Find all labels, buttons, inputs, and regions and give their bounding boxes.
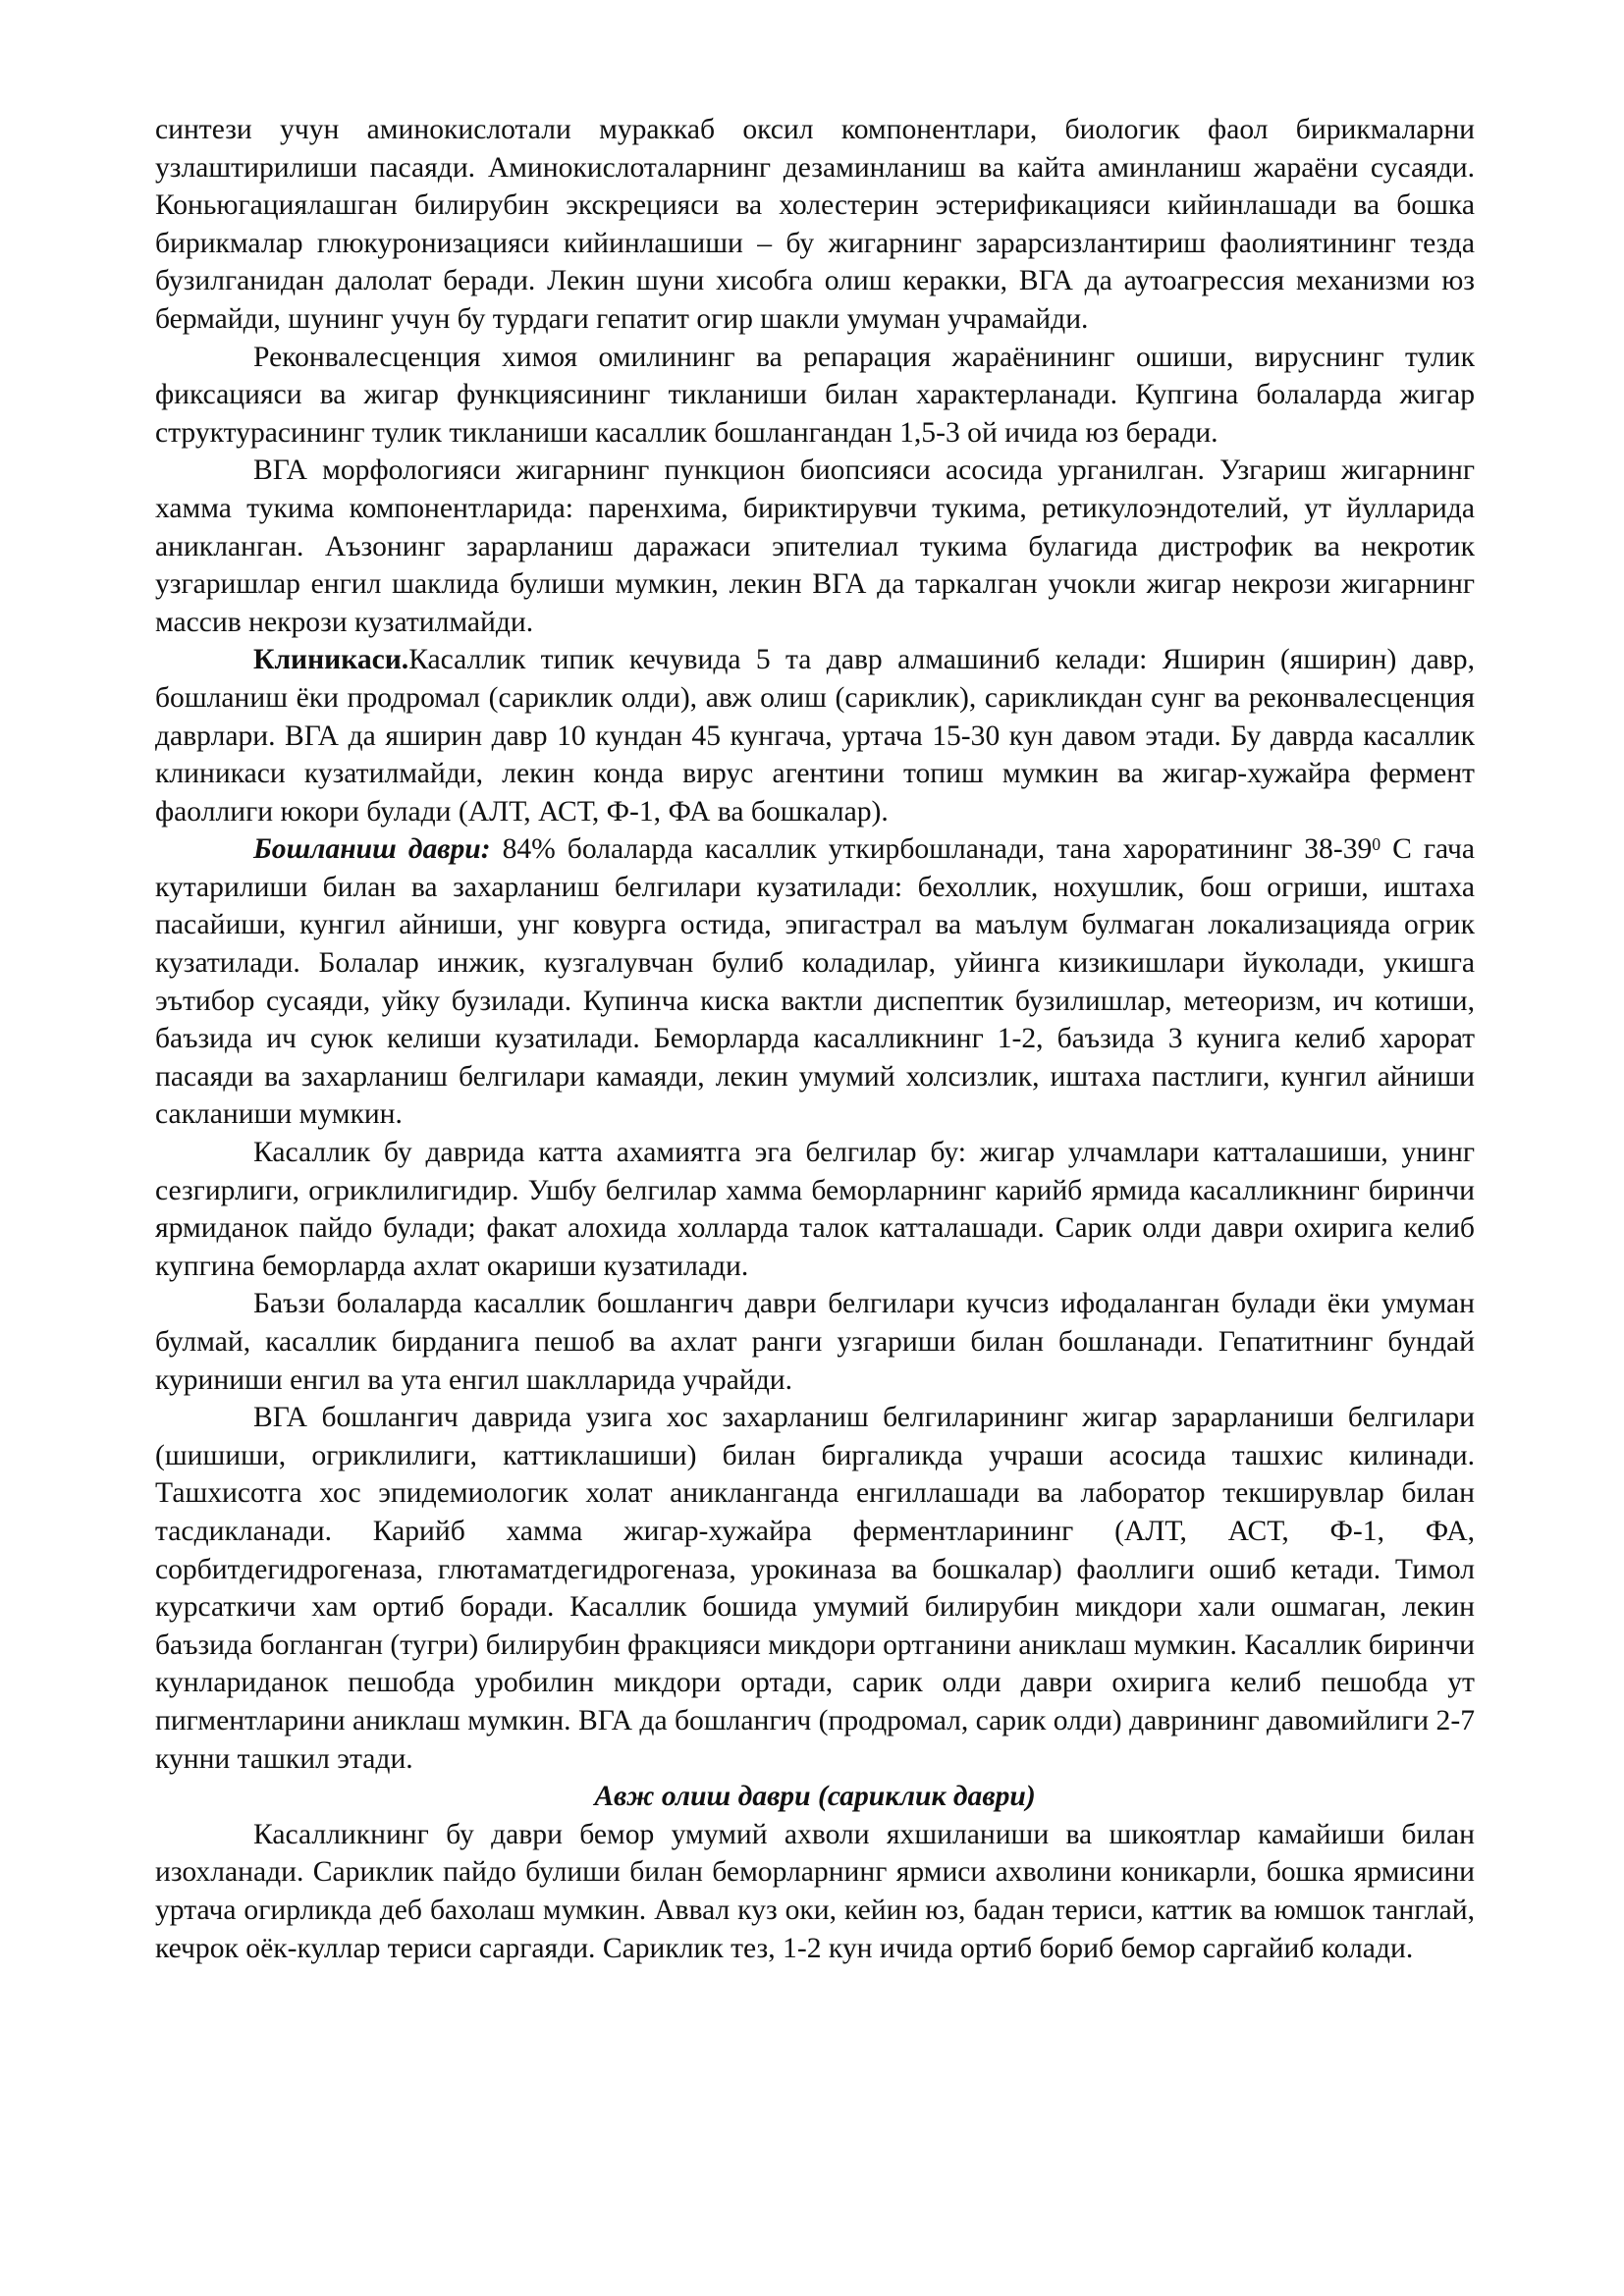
- paragraph-4: [155, 641, 1475, 830]
- document-page: [155, 111, 1475, 1967]
- paragraph-3: ВГА морфологияси жигарнинг пункцион биопсияси асосида урганилган. Узгариш жигарнинг хамма тукима компонентларида: паренхима, бириктирувчи тукима, ретикулоэндотелий, ут йулларида аникланган. Аъзонинг зарарланиш даражаси эпителиал тукима булагида дистрофик ва некротик узгаришлар енгил шаклида булиши мумкин, лекин ВГА да таркалган учокли жигар некрози жигарнинг массив некрози кузатилмайди.: [155, 454, 1475, 638]
- paragraph-4-text: Касаллик типик кечувида 5 та давр алмашиниб келади: Яширин (яширин) давр, бошланиш ёки продромал (сариклик олди), авж олиш (сариклик), сарикликдан сунг ва реконвалесценция даврлари. ВГА да яширин давр 10 кундан 45 кунгача, уртача 15-30 кун давом этади. Бу даврда касаллик клиникаси кузатилмайди, лекин конда вирус агентини топиш мумкин ва жигар-хужайра фермент фаоллиги юкори булади (АЛТ, АСТ, Ф-1, ФА ва бошкалар).: [155, 644, 1475, 828]
- paragraph-6: Касаллик бу даврида катта ахамиятга эга белгилар бу: жигар улчамлари катталашиши, унинг сезгирлиги, огриклилигидир. Ушбу белгилар хамма беморларнинг карийб ярмида касалликнинг биринчи ярмиданок пайдо булади; факат алохида холларда талок катталашади. Сарик олди даври охирига келиб купгина беморларда ахлат окариши кузатилади.: [155, 1137, 1475, 1282]
- paragraph-8: ВГА бошлангич даврида узига хос захарланиш белгиларининг жигар зарарланиши белгилари (шишиши, огриклилиги, каттиклашиши) билан биргаликда учраши асосида ташхис килинади. Ташхисотга хос эпидемиологик холат аникланганда енгиллашади ва лаборатор текширувлар билан тасдикланади. Карийб хамма жигар-хужайра ферментларининг (АЛТ, АСТ, Ф-1, ФА, сорбитдегидрогеназа, глютаматдегидрогеназа, урокиназа ва бошкалар) фаоллиги ошиб кетади. Тимол курсаткичи хам ортиб боради. Касаллик бошида умумий билирубин микдори хали ошмаган, лекин баъзида богланган (тугри) билирубин фракцияси микдори ортганини аниклаш мумкин. Касаллик биринчи кунлариданок пешобда уробилин микдори ортади, сарик олди даври охирига келиб пешобда ут пигментларини аниклаш мумкин. ВГА да бошлангич (продромал, сарик олди) даврининг давомийлиги 2-7 кунни ташкил этади.: [155, 1402, 1475, 1775]
- degree-superscript: 0: [1372, 834, 1381, 855]
- paragraph-5-text-b: С гача кутарилиши билан ва захарланиш белгилари кузатилади: бехоллик, нохушлик, бош огриши, иштаха пасайиши, кунгил айниши, унг ковурга остида, эпигастрал ва маълум булмаган локализацияда огрик кузатилади. Болалар инжик, кузгалувчан булиб коладилар, уйинга кизикишлари йуколади, укишга эътибор сусаяди, уйку бузилади. Купинча киска вактли диспептик бузилишлар, метеоризм, ич котиши, баъзида ич суюк келиши кузатилади. Беморларда касалликнинг 1-2, баъзида 3 кунига келиб харорат пасаяди ва захарланиш белгилари камаяди, лекин умумий холсизлик, иштаха пастлиги, кунгил айниши сакланиши мумкин.: [155, 833, 1475, 1131]
- paragraph-5: [155, 830, 1475, 1134]
- paragraph-2: Реконвалесценция химоя омилининг ва репарация жараёнининг ошиши, вируснинг тулик фиксацияси ва жигар функциясининг тикланиши билан характерланади. Купгина болаларда жигар структурасининг тулик тикланиши касаллик бошлангандан 1,5-3 ой ичида юз беради.: [155, 341, 1475, 449]
- clinic-lead: Клиникаси.: [253, 644, 409, 676]
- paragraph-1: синтези учун аминокислотали мураккаб оксил компонентлари, биологик фаол бирикмаларни узлаштирилиши пасаяди. Аминокислоталарнинг дезаминланиш ва кайта аминланиш жараёни сусаяди. Коньюгациялашган билирубин экскрецияси ва холестерин эстерификацияси кийинлашади ва бошка бирикмалар глюкуронизацияси кийинлашиши – бу жигарнинг зарарсизлантириш фаолиятининг тезда бузилганидан далолат беради. Лекин шуни хисобга олиш керакки, ВГА да аутоагрессия механизми юз бермайди, шунинг учун бу турдаги гепатит огир шакли умуман учрамайди.: [155, 114, 1475, 335]
- paragraph-5-text-a: 84% болаларда касаллик уткирбошланади, тана хароратининг 38-39: [490, 833, 1373, 866]
- paragraph-7: Баъзи болаларда касаллик бошлангич даври белгилари кучсиз ифодаланган булади ёки умуман булмай, касаллик бирданига пешоб ва ахлат ранги узгариши билан бошланади. Гепатитнинг бундай куриниши енгил ва ута енгил шаклларида учрайди.: [155, 1288, 1475, 1396]
- paragraph-9: Касалликнинг бу даври бемор умумий ахволи яхшиланиши ва шикоятлар камайиши билан изохланади. Сариклик пайдо булиши билан беморларнинг ярмиси ахволини коникарли, бошка ярмисини уртача огирликда деб бахолаш мумкин. Аввал куз оки, кейин юз, бадан териси, каттик ва юмшок танглай, кечрок оёк-куллар териси саргаяди. Сариклик тез, 1-2 кун ичида ортиб бориб бемор саргайиб колади.: [155, 1818, 1475, 1964]
- onset-lead: Бошланиш даври:: [253, 833, 491, 866]
- section-heading: Авж олиш даври (сариклик даври): [594, 1781, 1036, 1813]
